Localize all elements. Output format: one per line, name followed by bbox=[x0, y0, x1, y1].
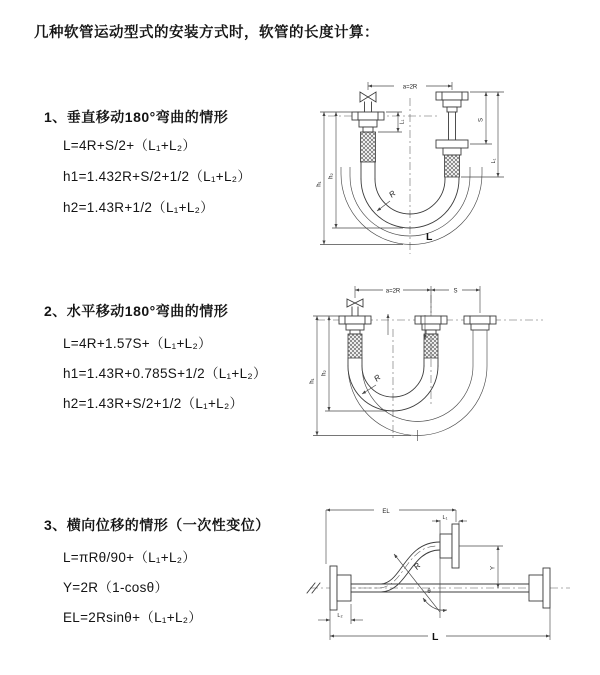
dim-label-l1: L₁ bbox=[399, 119, 406, 125]
angle-label: θ bbox=[427, 589, 431, 595]
valve-icon bbox=[360, 92, 376, 112]
left-flange bbox=[339, 316, 371, 334]
hose-displaced-position bbox=[351, 524, 459, 592]
dimension-s bbox=[461, 92, 504, 177]
dimension-y bbox=[459, 546, 503, 588]
dim-label-a2r: a=2R bbox=[402, 84, 418, 91]
valve-icon bbox=[347, 299, 363, 316]
diagram-2-horizontal-u-bend bbox=[303, 281, 600, 453]
length-label: L bbox=[432, 631, 439, 643]
dimension-l1 bbox=[432, 515, 467, 525]
section-2-heading: 2、水平移动180°弯曲的情形 bbox=[44, 303, 229, 319]
section-3-formula-y: Y=2R（1-cosθ） bbox=[63, 580, 169, 595]
section-1-formula-h1: h1=1.432R+S/2+1/2（L₁+L₂） bbox=[63, 169, 252, 184]
left-flange bbox=[330, 566, 351, 610]
section-3-heading: 3、横向位移的情形（一次性变位） bbox=[44, 517, 270, 533]
dimension-l1-right bbox=[491, 92, 498, 177]
dim-label-a2r: a=2R bbox=[385, 288, 401, 295]
left-flange bbox=[352, 112, 384, 132]
dimension-s bbox=[431, 289, 480, 295]
section-3-formula-l: L=πRθ/90+（L₁+L₂） bbox=[63, 550, 197, 565]
section-1-heading: 1、垂直移动180°弯曲的情形 bbox=[44, 109, 229, 125]
braided-hose-section bbox=[348, 334, 362, 358]
dim-label-s: S bbox=[478, 117, 485, 123]
right-pipe bbox=[449, 112, 456, 140]
page-title: 几种软管运动型式的安装方式时，软管的长度计算： bbox=[34, 25, 379, 41]
dimension-el bbox=[326, 509, 456, 564]
section-2-formula-l: L=4R+1.57S+（L₁+L₂） bbox=[63, 336, 212, 351]
dim-label-h2: h₂ bbox=[328, 173, 335, 179]
braided-hose-section bbox=[424, 334, 438, 358]
radius-label: R bbox=[411, 561, 423, 572]
dim-label-h1: h₁ bbox=[309, 378, 316, 384]
length-label: L bbox=[426, 231, 433, 243]
middle-flange bbox=[415, 316, 447, 334]
dimension-l2 bbox=[318, 604, 363, 624]
diagram-1-vertical-u-bend bbox=[308, 64, 600, 260]
braided-hose-section bbox=[445, 155, 460, 177]
braided-hose-section bbox=[361, 132, 376, 162]
section-2-formula-h1: h1=1.43R+0.785S+1/2（L₁+L₂） bbox=[63, 366, 267, 381]
radius-label: R bbox=[387, 188, 398, 200]
dim-label-h1: h₁ bbox=[316, 181, 323, 187]
hose-u-bend-position2 bbox=[341, 167, 482, 245]
dimension-a-2r bbox=[368, 82, 452, 91]
right-flange-lower bbox=[436, 140, 468, 155]
dim-label-el: EL bbox=[382, 509, 390, 515]
right-flange-upper bbox=[436, 92, 468, 112]
right-flange bbox=[464, 316, 496, 330]
centerlines bbox=[328, 98, 438, 254]
dim-label-l2: L₂ bbox=[337, 613, 343, 619]
dim-label-y: Y bbox=[490, 565, 497, 571]
dim-label-l1: L₁ bbox=[491, 158, 497, 164]
dim-label-l1: L₁ bbox=[442, 515, 448, 521]
diagram-3-lateral-displacement bbox=[298, 494, 598, 654]
section-3-formula-el: EL=2Rsinθ+（L₁+L₂） bbox=[63, 610, 203, 625]
section-1-formula-h2: h2=1.43R+1/2（L₁+L₂） bbox=[63, 200, 214, 215]
radius-callout bbox=[377, 189, 398, 211]
section-1-formula-l: L=4R+S/2+（L₁+L₂） bbox=[63, 138, 197, 153]
dimension-a-2r bbox=[355, 286, 480, 313]
dim-label-h2: h₂ bbox=[321, 370, 328, 376]
dim-label-s: S bbox=[453, 288, 458, 295]
radius-label: R bbox=[372, 372, 383, 384]
section-2-formula-h2: h2=1.43R+S/2+1/2（L₁+L₂） bbox=[63, 396, 244, 411]
radius-callout bbox=[362, 373, 383, 394]
